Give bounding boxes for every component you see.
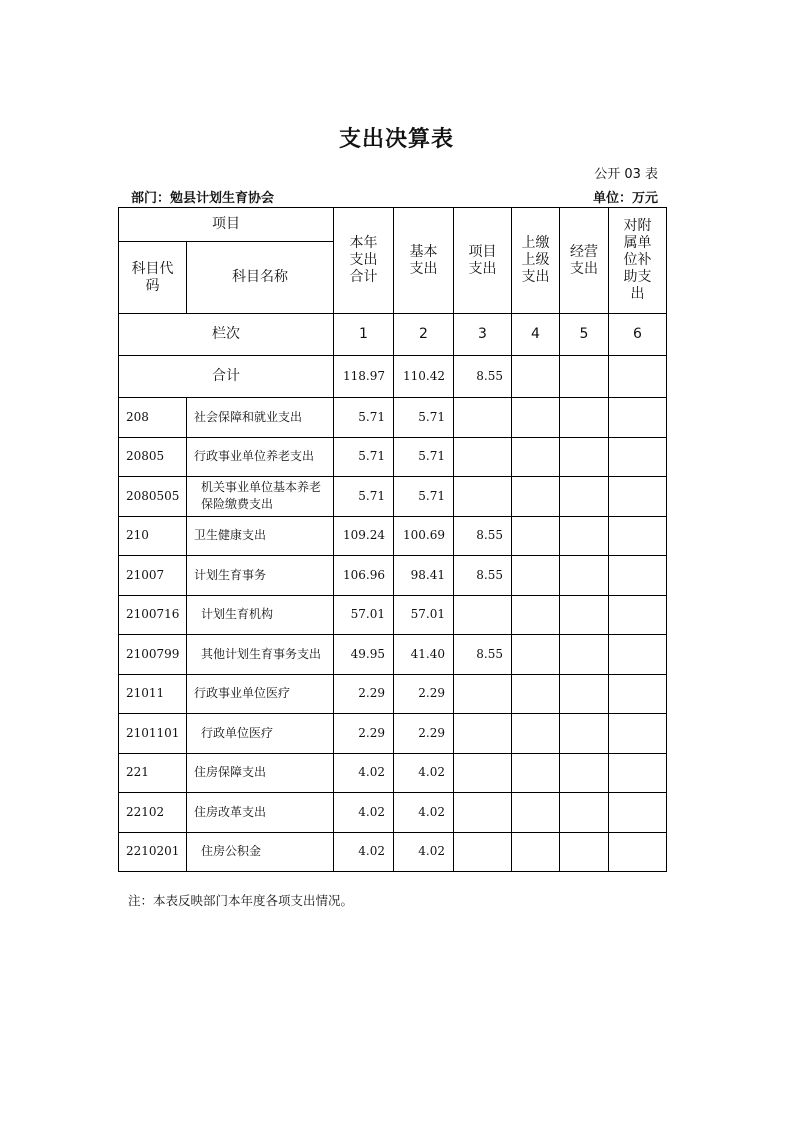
amount-cell [512,832,560,872]
amount-cell [560,398,609,438]
footnote: 注：本表反映部门本年度各项支出情况。 [128,893,354,908]
subject-code: 21011 [119,674,187,714]
column-number: 4 [512,314,560,356]
amount-cell [560,674,609,714]
amount-cell [609,595,667,635]
expenditure-table [118,207,667,872]
amount-cell [512,437,560,477]
amount-cell [454,674,512,714]
amount-cell [609,832,667,872]
subject-name: 机关事业单位基本养老保险缴费支出 [187,477,334,517]
header-col-subsidy: 对附属单位补助支出 [609,208,667,314]
amount-cell [560,635,609,675]
amount-cell: 4.02 [394,832,454,872]
amount-cell [454,595,512,635]
amount-cell [454,753,512,793]
table-row [119,714,667,754]
subject-name: 社会保障和就业支出 [187,398,334,438]
subject-code: 221 [119,753,187,793]
header-code: 科目代码 [119,242,187,314]
amount-cell: 8.55 [454,556,512,596]
amount-cell [560,753,609,793]
subject-name: 卫生健康支出 [187,516,334,556]
column-number: 5 [560,314,609,356]
table-row [119,793,667,833]
table-row [119,753,667,793]
total-value [609,356,667,398]
amount-cell: 109.24 [334,516,394,556]
table-row [119,477,667,517]
subject-name: 计划生育事务 [187,556,334,596]
amount-cell [512,635,560,675]
total-value: 118.97 [334,356,394,398]
amount-cell: 8.55 [454,516,512,556]
subject-name: 行政事业单位医疗 [187,674,334,714]
amount-cell [512,595,560,635]
amount-cell: 57.01 [334,595,394,635]
amount-cell: 49.95 [334,635,394,675]
subject-name: 住房公积金 [187,832,334,872]
amount-cell [454,477,512,517]
table-row [119,832,667,872]
amount-cell: 4.02 [334,793,394,833]
amount-cell: 106.96 [334,556,394,596]
amount-cell [454,398,512,438]
subject-name: 住房保障支出 [187,753,334,793]
amount-cell [560,793,609,833]
amount-cell [560,595,609,635]
amount-cell: 5.71 [334,437,394,477]
amount-cell: 5.71 [394,477,454,517]
subject-code: 2100716 [119,595,187,635]
table-row [119,556,667,596]
table-row [119,635,667,675]
subject-code: 2100799 [119,635,187,675]
amount-cell: 4.02 [334,832,394,872]
table-row [119,437,667,477]
subject-code: 2210201 [119,832,187,872]
subject-name: 行政事业单位养老支出 [187,437,334,477]
unit-label: 单位：万元 [592,191,658,206]
total-value: 8.55 [454,356,512,398]
subject-code: 21007 [119,556,187,596]
amount-cell: 5.71 [334,477,394,517]
amount-cell [609,516,667,556]
amount-cell: 8.55 [454,635,512,675]
amount-cell [560,714,609,754]
amount-cell [609,753,667,793]
amount-cell [512,516,560,556]
header-name: 科目名称 [187,242,334,314]
amount-cell: 2.29 [394,674,454,714]
header-col-total: 本年支出合计 [334,208,394,314]
amount-cell [454,714,512,754]
amount-cell [512,793,560,833]
table-row [119,516,667,556]
total-value [560,356,609,398]
amount-cell [609,556,667,596]
amount-cell: 4.02 [394,753,454,793]
subject-code: 2101101 [119,714,187,754]
column-number: 3 [454,314,512,356]
column-number-label: 栏次 [119,314,334,356]
amount-cell [560,556,609,596]
amount-cell: 5.71 [394,437,454,477]
amount-cell: 100.69 [394,516,454,556]
subject-code: 208 [119,398,187,438]
amount-cell [560,477,609,517]
amount-cell: 57.01 [394,595,454,635]
amount-cell [454,832,512,872]
amount-cell [560,516,609,556]
amount-cell: 98.41 [394,556,454,596]
amount-cell [512,674,560,714]
header-col-project: 项目支出 [454,208,512,314]
column-number: 1 [334,314,394,356]
amount-cell [560,832,609,872]
form-number: 公开 03 表 [594,167,658,182]
amount-cell [609,793,667,833]
subject-code: 210 [119,516,187,556]
amount-cell [512,477,560,517]
header-col-basic: 基本支出 [394,208,454,314]
amount-cell [512,556,560,596]
amount-cell: 4.02 [334,753,394,793]
amount-cell [609,477,667,517]
table-row [119,595,667,635]
amount-cell [454,437,512,477]
amount-cell [560,437,609,477]
amount-cell: 4.02 [394,793,454,833]
page-title: 支出决算表 [338,127,454,152]
total-value: 110.42 [394,356,454,398]
amount-cell: 5.71 [394,398,454,438]
amount-cell: 2.29 [394,714,454,754]
subject-name: 计划生育机构 [187,595,334,635]
subject-name: 行政单位医疗 [187,714,334,754]
header-col-remit: 上缴上级支出 [512,208,560,314]
header-col-operating: 经营支出 [560,208,609,314]
amount-cell [609,635,667,675]
column-number: 2 [394,314,454,356]
amount-cell [609,398,667,438]
subject-name: 其他计划生育事务支出 [187,635,334,675]
amount-cell: 41.40 [394,635,454,675]
amount-cell [512,753,560,793]
total-value [512,356,560,398]
subject-code: 20805 [119,437,187,477]
subject-code: 2080505 [119,477,187,517]
subject-name: 住房改革支出 [187,793,334,833]
amount-cell: 5.71 [334,398,394,438]
amount-cell [512,714,560,754]
amount-cell [609,674,667,714]
amount-cell [512,398,560,438]
subject-code: 22102 [119,793,187,833]
amount-cell: 2.29 [334,714,394,754]
column-number: 6 [609,314,667,356]
table-row [119,398,667,438]
amount-cell [609,437,667,477]
department-label: 部门：勉县计划生育协会 [131,191,275,206]
table-row [119,674,667,714]
amount-cell: 2.29 [334,674,394,714]
amount-cell [454,793,512,833]
total-label: 合计 [119,356,334,398]
amount-cell [609,714,667,754]
header-item: 项目 [119,208,334,242]
